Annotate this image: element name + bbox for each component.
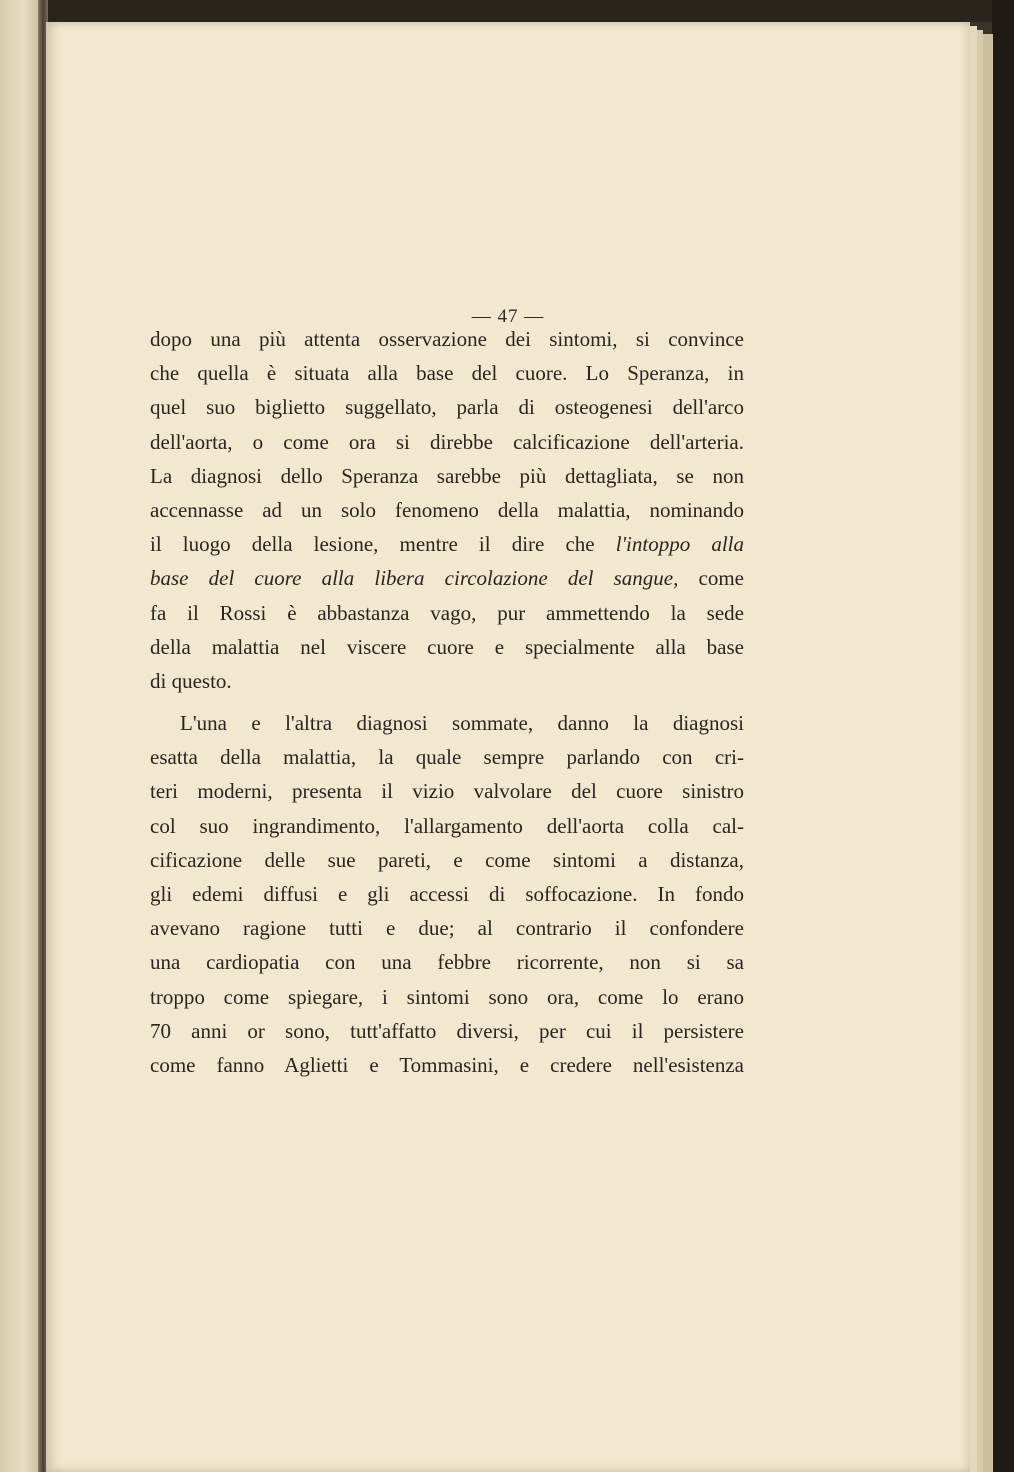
text-line: accennasse ad un solo fenomeno della malattia, nominando [150, 497, 744, 522]
text-line: dell'aorta, o come ora si direbbe calcificazione dell'arteria. [150, 429, 744, 454]
text-line: dopo una più attenta osservazione dei sintomi, si convince [150, 327, 744, 351]
text-line: della malattia nel viscere cuore e specialmente alla base [150, 634, 744, 659]
text-line: esatta della malattia, la quale sempre parlando con cri- [150, 745, 744, 770]
scan-top-border [46, 0, 992, 22]
text-line-mixed [150, 527, 744, 561]
text-line: fa il Rossi è abbastanza vago, pur ammettendo la sede [150, 600, 744, 625]
text-line: di questo. [150, 668, 232, 693]
scan-right-border [992, 0, 1014, 1472]
page-number: — 47 — [471, 306, 545, 327]
paragraph-gap [150, 698, 744, 706]
text-line-mixed [150, 561, 744, 595]
text-line: col suo ingrandimento, l'allargamento dell'aorta colla cal- [150, 813, 744, 838]
italic-quote: base del cuore alla libera circolazione del sangue, [150, 566, 679, 591]
previous-page-edge [0, 0, 40, 1472]
text-line: avevano ragione tutti e due; al contrario il confondere [150, 916, 744, 941]
text-line: una cardiopatia con una febbre ricorrente, non si sa [150, 950, 744, 975]
page-edge-stack-2 [976, 30, 983, 1472]
page-edge-stack-3 [982, 34, 993, 1472]
text-segment: come [698, 566, 744, 591]
text-line: come fanno Aglietti e Tommasini, e credere nell'esistenza [150, 1052, 744, 1077]
text-line: quel suo biglietto suggellato, parla di osteogenesi dell'arco [150, 395, 744, 420]
text-line: che quella è situata alla base del cuore. Lo Speranza, in [150, 361, 744, 386]
text-line: L'una e l'altra diagnosi sommate, danno la diagnosi [180, 711, 744, 736]
text-line: 70 anni or sono, tutt'affatto diversi, per cui il persistere [150, 1018, 744, 1043]
text-line: cificazione delle sue pareti, e come sintomi a distanza, [150, 847, 744, 872]
text-segment: il luogo della lesione, mentre il dire che [150, 532, 595, 557]
text-line: teri moderni, presenta il vizio valvolare del cuore sinistro [150, 779, 744, 804]
text-line: La diagnosi dello Speranza sarebbe più dettagliata, se non [150, 463, 744, 488]
body-text [150, 322, 744, 1082]
italic-quote: l'intoppo alla [615, 532, 745, 557]
text-line: gli edemi diffusi e gli accessi di soffocazione. In fondo [150, 882, 744, 906]
text-line: troppo come spiegare, i sintomi sono ora, come lo erano [150, 984, 744, 1009]
